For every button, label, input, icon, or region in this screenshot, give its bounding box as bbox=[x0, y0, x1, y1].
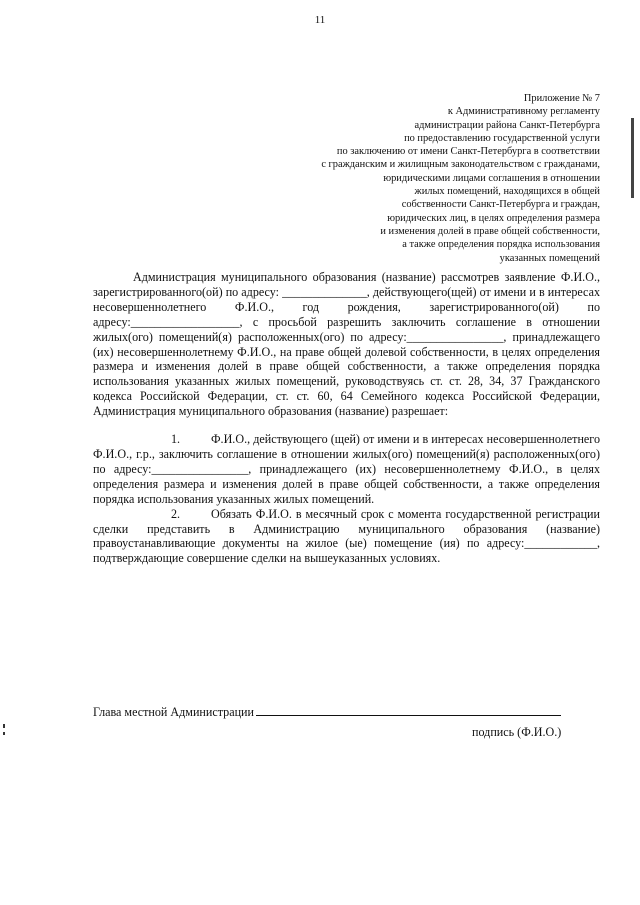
appendix-header bbox=[290, 92, 600, 265]
signature-caption: подпись (Ф.И.О.) bbox=[472, 725, 562, 739]
item-number: 2. bbox=[171, 506, 181, 521]
appendix-line: с гражданским и жилищным законодательством с гражданами, bbox=[321, 159, 600, 171]
appendix-line: и изменения долей в праве общей собственности, bbox=[380, 225, 600, 237]
appendix-line: жилых помещений, находящихся в общей bbox=[414, 186, 600, 198]
appendix-line: юридическими лицами соглашения в отношении bbox=[383, 172, 600, 184]
scan-dot bbox=[3, 732, 5, 735]
item-text: Ф.И.О., действующего (щей) от имени и в интересах несовершеннолетнего Ф.И.О., г.р., заключить соглашение в отношении жилых(ого) помещений(я) расположенных(ого) по адресу:________________, принадлежащего (их) несовершеннолетнему Ф.И.О., в целях определения размера и изменения долей в праве общей собственности, а также определения порядка использования указанных жилых помещений. bbox=[93, 432, 600, 506]
item-number: 1. bbox=[171, 432, 181, 447]
signature-line bbox=[256, 704, 561, 716]
signature-block bbox=[93, 704, 600, 720]
appendix-line: по предоставлению государственной услуги bbox=[404, 132, 600, 144]
appendix-line: а также определения порядка использования bbox=[402, 239, 600, 251]
intro-paragraph: Администрация муниципального образования (название) рассмотрев заявление Ф.И.О., зарегистрированного(ой) по адресу: ______________, действующего(щей) от имени и в интересах несовершеннолетнего Ф.И.О., год рождения, зарегистрированного(ой) по адресу:__________________, с просьбой разрешить заключить соглашение в отношении жилых(ого) помещений(я) расположенных(ого) по адресу:________________, принадлежащего (их) несовершеннолетнему Ф.И.О., на праве общей долевой собственности, в целях определения размера и изменения долей в праве общей собственности, а также определения порядка использования указанных жилых помещений, руководствуясь ст. ст. 28, 34, 37 Гражданского кодекса Российской Федерации, ст. ст. 60, 64 Семейного кодекса Российской Федерации, Администрация муниципального образования (название) разрешает: bbox=[93, 270, 600, 419]
appendix-line: к Административному регламенту bbox=[447, 106, 600, 118]
scan-dot bbox=[3, 724, 5, 728]
list-item bbox=[93, 507, 600, 567]
appendix-line: администрации района Санкт-Петербурга bbox=[414, 119, 600, 131]
appendix-line: указанных помещений bbox=[499, 252, 600, 264]
appendix-line: Приложение № 7 bbox=[523, 93, 600, 104]
signature-label: Глава местной Администрации bbox=[93, 705, 255, 719]
appendix-line: по заключению от имени Санкт-Петербурга в соответствии bbox=[336, 146, 600, 158]
scan-edge-mark bbox=[631, 118, 634, 198]
page-number: 11 bbox=[314, 14, 326, 26]
item-text: Обязать Ф.И.О. в месячный срок с момента государственной регистрации сделки представить в Администрацию муниципального образования (название) правоустанавливающие документы на жилое (ые) помещение (ия) по адресу:____________, подтверждающие совершение сделки на вышеуказанных условиях. bbox=[93, 506, 600, 566]
list-item bbox=[93, 432, 600, 507]
document-body bbox=[93, 270, 600, 566]
appendix-line: собственности Санкт-Петербурга и граждан, bbox=[401, 199, 600, 211]
appendix-line: юридических лиц, в целях определения размера bbox=[387, 212, 600, 224]
